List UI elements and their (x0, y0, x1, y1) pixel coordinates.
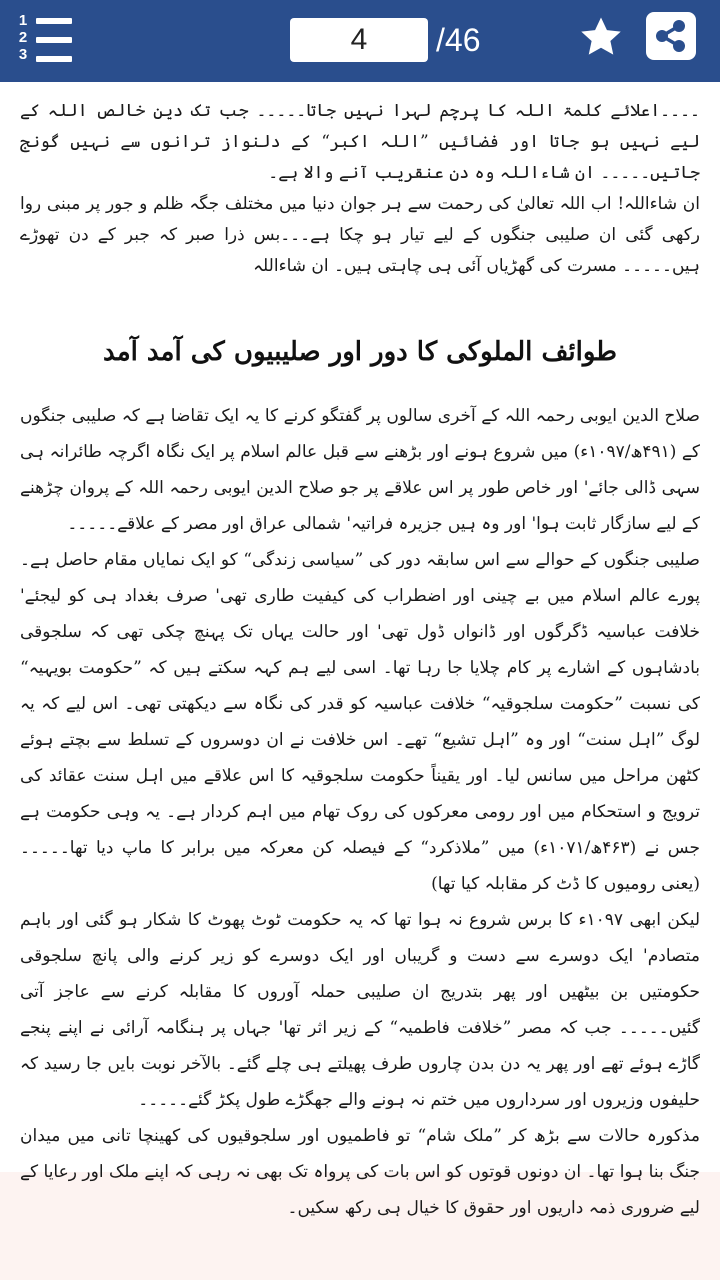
numbered-list-icon (14, 12, 32, 63)
total-pages-label: /46 (436, 22, 481, 58)
intro-paragraph: ان شاءاللہ! اب اللہ تعالیٰ کی رحمت سے ہر جوان دنیا میں مختلف جگہ ظلم و جور پر مبنی روا رکھی گئی ان صلیبی جنگوں کے لیے تیار ہو چکا ہے۔۔۔بس ذرا صبر کہ جبر کے دن تھوڑے ہیں۔۔۔۔۔ مسرت کی گھڑیاں آئی ہی چاہتی ہیں۔ ان شاءاللہ (20, 194, 700, 276)
list-number: 2 (18, 29, 28, 46)
section-heading: طوائف الملوکی کا دور اور صلیبیوں کی آمد آمد (103, 337, 617, 367)
menu-bar (36, 56, 72, 62)
favorite-button[interactable] (578, 14, 624, 60)
intro-paragraph: ۔۔۔۔اعلائے کلمۃ اللہ کا پرچم لہرا نہیں جاتا۔۔۔۔۔ جب تک دین خالص اللہ کے لیے نہیں ہو جاتا اور فضائیں ”اللہ اکبر“ کے دلنواز ترانوں سے نہیں گونج جاتیں۔۔۔۔۔ ان شاءاللہ وہ دن عنقریب آنے والا ہے۔ (20, 101, 700, 183)
current-page-number: 4 (350, 23, 368, 56)
top-toolbar (0, 0, 720, 82)
intro-text (20, 96, 700, 282)
body-paragraph: لیکن ابھی ۱۰۹۷ء کا برس شروع نہ ہوا تھا کہ یہ حکومت ٹوٹ پھوٹ کا شکار ہو گئی اور باہم متصادم' ایک دوسرے سے دست و گریباں اور ایک دوسرے کو زیر کرنے والی پانچ سلجوقی حکومتیں بن بیٹھیں اور پھر بتدریج ان صلیبی حملہ آوروں کا مقابلہ کرنے سے عاجز آتی گئیں۔۔۔۔۔ جب کہ مصر ”خلافت فاطمیہ“ کے زیر اثر تھا' جہاں پر ہنگامہ آرائی نے اپنے پنجے گاڑے ہوئے تھے اور پھر یہ دن بدن چاروں طرف پھیلتے ہی چلے گئے۔ بالآخر نوبت بایں جا رسید کہ حلیفوں وزیروں اور سرداروں میں ختم نہ ہونے والے جھگڑے طول پکڑ گئے۔۔۔۔۔ (20, 910, 701, 1110)
body-paragraph: مذکورہ حالات سے بڑھ کر ”ملک شام“ تو فاطمیوں اور سلجوقیوں کی کھینچا تانی میں میدان جنگ بنا ہوا تھا۔ ان دونوں قوتوں کو اس بات کی پرواہ تک بھی نہ رہی کہ اپنے ملک اور رعایا کے لیے ضروری ذمہ داریوں اور حقوق کا خیال ہی رکھ سکیں۔ (20, 1126, 700, 1218)
body-text (20, 398, 700, 1226)
menu-bar (36, 18, 72, 24)
list-number: 3 (18, 46, 28, 63)
body-paragraph: صلاح الدین ایوبی رحمہ اللہ کے آخری سالوں پر گفتگو کرنے کا یہ ایک تقاضا ہے کہ صلیبی جنگوں کے (۴۹۱ھ/۱۰۹۷ء) میں شروع ہونے اور بڑھنے سے قبل عالم اسلام پر ایک نگاہ اگرچہ طائرانہ ہی سہی ڈالی جائے' اور خاص طور پر اس علاقے پر جو صلاح الدین ایوبی رحمہ اللہ کے پروان چڑھنے کے لیے سازگار ثابت ہوا' اور وہ ہیں جزیرہ فراتیہ' شمالی عراق اور مصر کے علاقے۔۔۔۔۔ (20, 406, 700, 534)
share-icon (646, 12, 696, 60)
page-number-input[interactable] (290, 18, 428, 62)
star-icon (578, 14, 624, 60)
chapter-list-button[interactable] (14, 12, 76, 68)
body-paragraph: صلیبی جنگوں کے حوالے سے اس سابقہ دور کی ”سیاسی زندگی“ کو ایک نمایاں مقام حاصل ہے۔ پورے عالم اسلام میں بے چینی اور اضطراب کی کیفیت طاری تھی' صرف بغداد ہی کو لیجئے' خلافت عباسیہ ڈگرگوں اور ڈانواں ڈول تھی' اور حالت یہاں تک پہنچ چکی تھی کہ سلجوقی بادشاہوں کے اشارے پر کام چلایا جا رہا تھا۔ اسی لیے ہم کہہ سکتے ہیں کہ ”حکومت بویہیہ“ کی نسبت ”حکومت سلجوقیہ“ خلافت عباسیہ کو قدر کی نگاہ سے دیکھتی تھی۔ اس لیے کہ یہ لوگ ”اہل سنت“ اور وہ ”اہل تشیع“ تھے۔ اس خلافت نے ان دوسروں کے تسلط سے بچتے ہوئے کٹھن مراحل میں سانس لیا۔ اور یقیناً حکومت سلجوقیہ کا اس علاقے میں اہل سنت عقائد کی ترویج و استحکام میں اور رومی معرکوں کی روک تھام میں اہم کردار ہے۔ یہ وہی حکومت ہے جس نے (۴۶۳ھ/۱۰۷۱ء) میں ”ملاذکرد“ کے فیصلہ کن معرکہ میں برابر کا ماپ دیا تھا۔۔۔۔۔ (یعنی رومیوں کا ڈٹ کر مقابلہ کیا تھا) (20, 550, 700, 894)
share-button[interactable] (646, 12, 696, 60)
list-number: 1 (18, 12, 28, 29)
menu-bar (36, 37, 72, 43)
